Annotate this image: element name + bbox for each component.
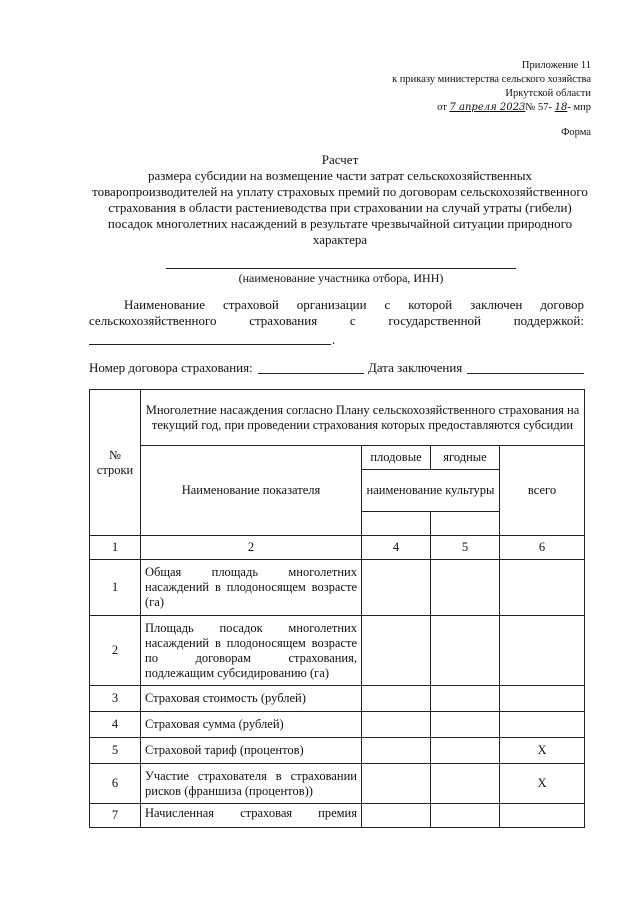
number-prefix: № 57- <box>525 102 552 113</box>
value-cell[interactable] <box>431 686 500 712</box>
col-number: 5 <box>431 536 500 560</box>
value-cell[interactable] <box>431 804 500 828</box>
crop-name-cell-fruit[interactable] <box>362 512 431 536</box>
order-ref: к приказу министерства сельского хозяйства <box>392 74 591 85</box>
insurer-end-mark: . <box>332 332 336 347</box>
row-indicator-name: Страховая сумма (рублей) <box>141 712 362 738</box>
table-row <box>90 686 585 712</box>
contract-number-label: Номер договора страхования: <box>89 360 253 375</box>
value-cell[interactable] <box>362 686 431 712</box>
table-row <box>90 738 585 764</box>
row-indicator-name: Страховой тариф (процентов) <box>141 738 362 764</box>
table-row <box>90 764 585 804</box>
insurer-field[interactable] <box>89 344 331 345</box>
value-cell[interactable] <box>431 616 500 686</box>
table-row <box>90 616 585 686</box>
col-indicator-header: Наименование показателя <box>141 446 362 536</box>
participant-caption: (наименование участника отбора, ИНН) <box>238 271 444 285</box>
total-cell[interactable] <box>500 804 585 828</box>
row-indicator-name: Общая площадь многолетних насаждений в плодоносящем возрасте (га) <box>141 560 362 616</box>
value-cell[interactable] <box>362 712 431 738</box>
from-prefix: от <box>437 102 447 113</box>
title-line-6: характера <box>312 232 368 247</box>
number-suffix: мпр <box>573 102 591 113</box>
row-number: 7 <box>90 804 141 828</box>
value-cell[interactable] <box>431 560 500 616</box>
row-number: 6 <box>90 764 141 804</box>
row-indicator-name: Страховая стоимость (рублей) <box>141 686 362 712</box>
insurer-line-2: сельскохозяйственного страхования с государственной поддержкой: <box>89 313 584 328</box>
contract-date-label: Дата заключения <box>368 360 463 375</box>
col-number: 4 <box>362 536 431 560</box>
value-cell[interactable] <box>431 712 500 738</box>
region-label: Иркутской области <box>505 88 591 99</box>
value-cell[interactable] <box>362 616 431 686</box>
title-line-1: Расчет <box>321 152 359 167</box>
col-row-no-header: № строки <box>90 390 141 536</box>
order-date-line: от 7 апреля 2023№ 57- 18- мпр <box>437 102 591 113</box>
total-cell[interactable] <box>500 616 585 686</box>
total-cell[interactable] <box>500 560 585 616</box>
row-indicator-name: Начисленная страховая премия <box>141 804 362 828</box>
col-number: 6 <box>500 536 585 560</box>
total-cell[interactable]: X <box>500 738 585 764</box>
value-cell[interactable] <box>362 738 431 764</box>
col-number: 2 <box>141 536 362 560</box>
table-row <box>90 560 585 616</box>
participant-field[interactable] <box>166 268 516 269</box>
table-row <box>90 804 585 828</box>
col-number: 1 <box>90 536 141 560</box>
value-cell[interactable] <box>362 804 431 828</box>
row-number: 2 <box>90 616 141 686</box>
contract-date-field[interactable] <box>467 373 584 374</box>
col-crop-name-header: наименование культуры <box>362 470 500 512</box>
value-cell[interactable] <box>431 738 500 764</box>
total-cell[interactable] <box>500 686 585 712</box>
row-indicator-name: Участие страхователя в страховании рисков (франшиза (процентов)) <box>141 764 362 804</box>
row-indicator-name: Площадь посадок многолетних насаждений в плодоносящем возрасте по договорам страхования, подлежащим субсидированию (га) <box>141 616 362 686</box>
group-header: Многолетние насаждения согласно Плану сельскохозяйственного страхования на текущий год, при проведении страхования которых предоставляются субсидии <box>141 390 585 446</box>
value-cell[interactable] <box>362 764 431 804</box>
handwritten-number: 18 <box>554 102 568 113</box>
row-number: 3 <box>90 686 141 712</box>
row-number: 4 <box>90 712 141 738</box>
total-cell[interactable] <box>500 712 585 738</box>
crop-name-cell-berry[interactable] <box>431 512 500 536</box>
value-cell[interactable] <box>362 560 431 616</box>
row-number: 1 <box>90 560 141 616</box>
handwritten-date: 7 апреля 2023 <box>449 102 526 113</box>
insurer-line-1: Наименование страховой организации с которой заключен договор <box>124 297 584 312</box>
form-label: Форма <box>561 127 591 138</box>
subsidy-table <box>89 389 585 828</box>
document-title <box>60 152 620 248</box>
col-total-header: всего <box>500 446 585 536</box>
row-number: 5 <box>90 738 141 764</box>
value-cell[interactable] <box>431 764 500 804</box>
title-line-4: страхования в области растениеводства при страховании на случай утраты (гибели) <box>108 200 572 215</box>
total-cell[interactable]: X <box>500 764 585 804</box>
col-fruit-header: плодовые <box>362 446 431 470</box>
title-line-3: товаропроизводителей на уплату страховых премий по договорам сельскохозяйственного <box>92 184 588 199</box>
contract-number-field[interactable] <box>258 373 364 374</box>
insurer-paragraph <box>89 297 584 329</box>
appendix-label: Приложение 11 <box>521 60 591 71</box>
title-line-5: посадок многолетних насаждений в результате чрезвычайной ситуации природного <box>107 216 573 231</box>
table-row <box>90 712 585 738</box>
title-line-2: размера субсидии на возмещение части затрат сельскохозяйственных <box>148 168 532 183</box>
col-berry-header: ягодные <box>431 446 500 470</box>
